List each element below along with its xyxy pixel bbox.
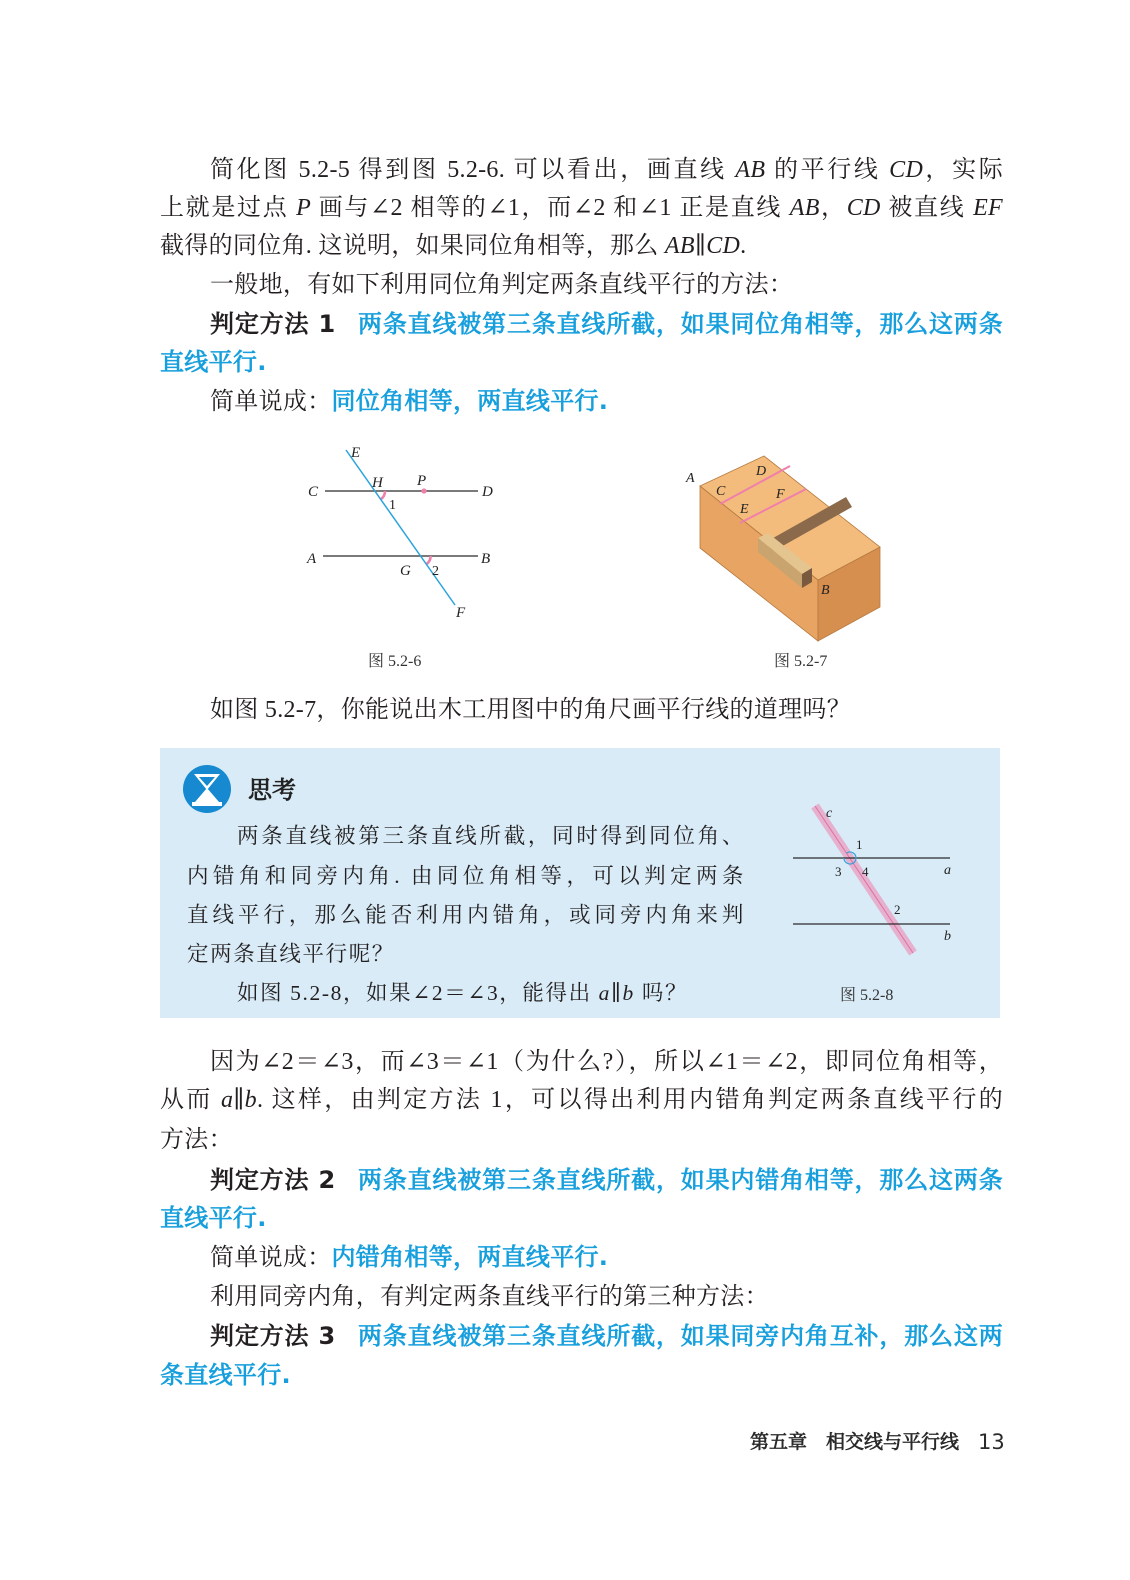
rule-heading: 判定方法 1: [210, 310, 336, 338]
text-run: 简单说成：: [210, 389, 332, 415]
transversal-ef: [346, 450, 455, 605]
text-run: ，: [819, 195, 847, 221]
text-line: [210, 153, 1003, 187]
text-line: [210, 1045, 1003, 1079]
label-d: D: [756, 464, 767, 479]
emphasis-text: 两条直线被第三条直线所截，如果同旁内角互补，那么这两: [357, 1322, 1003, 1350]
label-d: D: [482, 484, 493, 500]
math-variable: CD: [846, 195, 881, 221]
text-run: 如图 5.2-8，如果∠2＝∠3，能得出: [237, 981, 599, 1005]
label-b: B: [821, 583, 830, 598]
text-line: [187, 859, 745, 893]
emphasis-text: 直线平行.: [160, 1204, 267, 1232]
text-run: 两条直线被第三条直线所截，同时得到同位角、: [237, 824, 745, 848]
think-icon: [182, 764, 232, 814]
math-variable: a∥b: [598, 981, 635, 1005]
figure-caption: 图 5.2-6: [368, 653, 422, 670]
figure-5-2-6: [290, 430, 510, 630]
transversal-c: [815, 806, 913, 953]
text-run: 从而: [160, 1087, 221, 1113]
text-run: 一般地，有如下利用同位角判定两条直线平行的方法：: [210, 272, 794, 298]
text-run: 定两条直线平行呢？: [187, 942, 395, 966]
text-run: 因为∠2＝∠3，而∠3＝∠1（为什么?），所以∠1＝∠2，即同位角相等，: [210, 1049, 1003, 1075]
footer-chapter: 第五章: [750, 1431, 808, 1453]
math-variable: AB: [789, 195, 820, 221]
text-line: [160, 1083, 1003, 1117]
rule-3-line: [160, 1358, 1003, 1392]
rule-2-line: [210, 1163, 1003, 1197]
point-p: [421, 488, 426, 493]
rule-3-line: [210, 1319, 1003, 1353]
math-variable: EF: [973, 195, 1003, 221]
emphasis-text: 条直线平行.: [160, 1361, 291, 1389]
question-text: 如图 5.2-7，你能说出木工用图中的角尺画平行线的道理吗？: [210, 697, 851, 723]
math-variable: AB∥CD: [664, 233, 741, 259]
text-line: [237, 976, 745, 1010]
math-variable: AB: [735, 157, 766, 183]
text-line: [187, 898, 745, 932]
footer-chapter-title: 相交线与平行线: [826, 1431, 960, 1453]
text-run: 直线平行，那么能否利用内错角，或同旁内角来判: [187, 903, 745, 927]
figure-caption: 图 5.2-8: [840, 987, 894, 1004]
figure-5-2-7: [680, 440, 895, 655]
label-c: c: [826, 806, 833, 821]
label-g: G: [400, 563, 411, 579]
label-h: H: [372, 475, 383, 491]
text-line: [160, 229, 1003, 263]
rule-2-summary: [210, 1240, 1003, 1274]
text-line: [210, 268, 1003, 302]
text-run: 吗？: [634, 981, 689, 1005]
label-a: A: [307, 551, 317, 567]
page-number: 13: [978, 1430, 1005, 1454]
text-run: ，实际: [923, 157, 1004, 183]
emphasis-text: 同位角相等，两直线平行.: [331, 387, 609, 415]
text-run: 上就是过点: [160, 195, 297, 221]
text-line: [210, 1280, 1003, 1314]
rule-1-line: [160, 345, 1003, 379]
label-angle-1: 1: [856, 837, 863, 852]
label-e: E: [351, 445, 361, 461]
emphasis-text: 两条直线被第三条直线所截，如果同位角相等，那么这两条: [357, 310, 1003, 338]
rule-heading: 判定方法 3: [210, 1322, 336, 1350]
text-line: [187, 937, 745, 971]
math-variable: a∥b: [220, 1087, 257, 1113]
angle-1-mark: [381, 491, 385, 499]
text-run: 利用同旁内角，有判定两条直线平行的第三种方法：: [210, 1284, 769, 1310]
emphasis-text: 直线平行.: [160, 348, 267, 376]
math-variable: P: [296, 195, 312, 221]
text-run: 简化图 5.2-5 得到图 5.2-6. 可以看出，画直线: [210, 157, 736, 183]
text-line: [160, 191, 1003, 225]
label-f: F: [776, 487, 785, 502]
text-run: .: [740, 233, 747, 259]
figure-5-2-8: [785, 800, 965, 955]
rule-1-line: [210, 307, 1003, 341]
rule-heading: 判定方法 2: [210, 1166, 336, 1194]
label-angle-2: 2: [432, 564, 439, 579]
label-angle-2: 2: [894, 902, 901, 917]
text-run: 截得的同位角. 这说明，如果同位角相等，那么: [160, 233, 665, 259]
label-f: F: [456, 605, 466, 621]
label-c: C: [308, 484, 319, 500]
emphasis-text: 两条直线被第三条直线所截，如果内错角相等，那么这两条: [357, 1166, 1003, 1194]
text-run: 简单说成：: [210, 1245, 332, 1271]
math-variable: CD: [889, 157, 924, 183]
label-angle-3: 3: [835, 864, 842, 879]
label-b: b: [944, 929, 951, 944]
text-line: [237, 819, 745, 853]
figure-caption: 图 5.2-7: [774, 653, 828, 670]
text-run: 的平行线: [765, 157, 890, 183]
rule-2-line: [160, 1201, 1003, 1235]
label-b: B: [481, 551, 491, 567]
emphasis-text: 内错角相等，两直线平行.: [331, 1243, 609, 1271]
label-angle-4: 4: [862, 864, 869, 879]
text-run: 被直线: [880, 195, 974, 221]
label-a: a: [944, 863, 951, 878]
label-a: A: [686, 471, 695, 486]
text-run: 画与∠2 相等的∠1，而∠2 和∠1 正是直线: [311, 195, 790, 221]
label-c: C: [716, 484, 726, 499]
label-p: P: [417, 473, 427, 489]
think-box-title: 思考: [248, 776, 296, 804]
text-line: [160, 1123, 1003, 1157]
label-e: E: [740, 502, 749, 517]
text-run: . 这样，由判定方法 1，可以得出利用内错角判定两条直线平行的: [256, 1087, 1003, 1113]
rule-1-summary: [210, 384, 1003, 418]
angle-2-mark: [426, 556, 430, 564]
text-run: 内错角和同旁内角. 由同位角相等，可以判定两条: [187, 864, 745, 888]
think-box: [160, 748, 1000, 1018]
label-angle-1: 1: [389, 498, 396, 513]
text-run: 方法：: [160, 1127, 233, 1153]
